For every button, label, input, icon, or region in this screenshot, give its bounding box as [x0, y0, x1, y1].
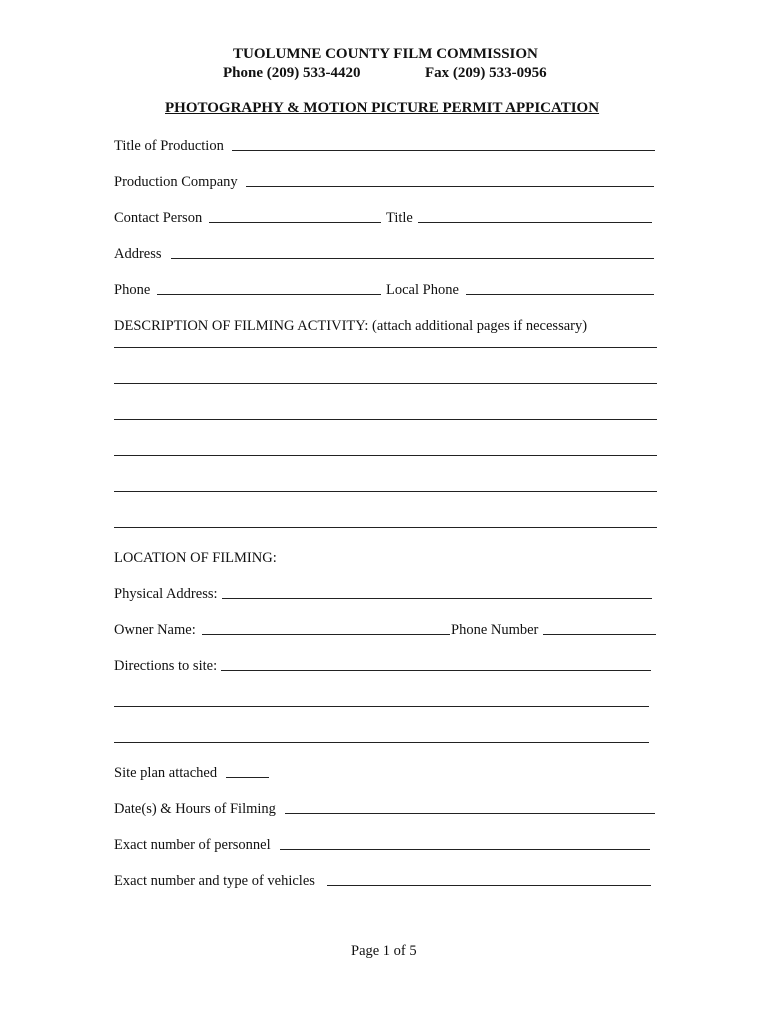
local-phone-field[interactable] — [466, 294, 654, 295]
phone-number-label: Phone Number — [451, 622, 539, 638]
title-label: Title — [386, 210, 413, 226]
title-of-production-label: Title of Production — [114, 138, 224, 154]
dates-hours-field[interactable] — [285, 813, 655, 814]
personnel-field[interactable] — [280, 849, 650, 850]
description-heading: DESCRIPTION OF FILMING ACTIVITY: (attach additional pages if necessary) — [114, 318, 588, 334]
contact-person-label: Contact Person — [114, 210, 203, 226]
physical-address-field[interactable] — [222, 598, 652, 599]
site-plan-label: Site plan attached — [114, 765, 218, 781]
directions-line-3[interactable] — [114, 742, 649, 743]
address-field[interactable] — [171, 258, 654, 259]
organization-name: TUOLUMNE COUNTY FILM COMMISSION — [233, 46, 538, 62]
page-number: Page 1 of 5 — [351, 943, 417, 959]
phone-number-field[interactable] — [543, 634, 656, 635]
description-line-2[interactable] — [114, 383, 657, 384]
physical-address-label: Physical Address: — [114, 586, 218, 602]
directions-line-2[interactable] — [114, 706, 649, 707]
phone-label: Phone — [114, 282, 151, 298]
contact-person-field[interactable] — [209, 222, 381, 223]
owner-name-label: Owner Name: — [114, 622, 196, 638]
description-line-6[interactable] — [114, 527, 657, 528]
vehicles-label: Exact number and type of vehicles — [114, 873, 315, 889]
directions-label: Directions to site: — [114, 658, 218, 674]
description-line-5[interactable] — [114, 491, 657, 492]
address-label: Address — [114, 246, 162, 262]
description-line-1[interactable] — [114, 347, 657, 348]
header-phone: Phone (209) 533-4420 — [223, 65, 361, 81]
header-fax: Fax (209) 533-0956 — [425, 65, 547, 81]
production-company-field[interactable] — [246, 186, 654, 187]
title-of-production-field[interactable] — [232, 150, 655, 151]
form-title: PHOTOGRAPHY & MOTION PICTURE PERMIT APPICATION — [165, 100, 600, 116]
owner-name-field[interactable] — [202, 634, 450, 635]
directions-field[interactable] — [221, 670, 651, 671]
title-field[interactable] — [418, 222, 652, 223]
personnel-label: Exact number of personnel — [114, 837, 271, 853]
description-line-3[interactable] — [114, 419, 657, 420]
local-phone-label: Local Phone — [386, 282, 459, 298]
vehicles-field[interactable] — [327, 885, 651, 886]
site-plan-field[interactable] — [226, 777, 269, 778]
location-heading: LOCATION OF FILMING: — [114, 550, 277, 566]
dates-hours-label: Date(s) & Hours of Filming — [114, 801, 276, 817]
description-line-4[interactable] — [114, 455, 657, 456]
phone-field[interactable] — [157, 294, 381, 295]
production-company-label: Production Company — [114, 174, 238, 190]
